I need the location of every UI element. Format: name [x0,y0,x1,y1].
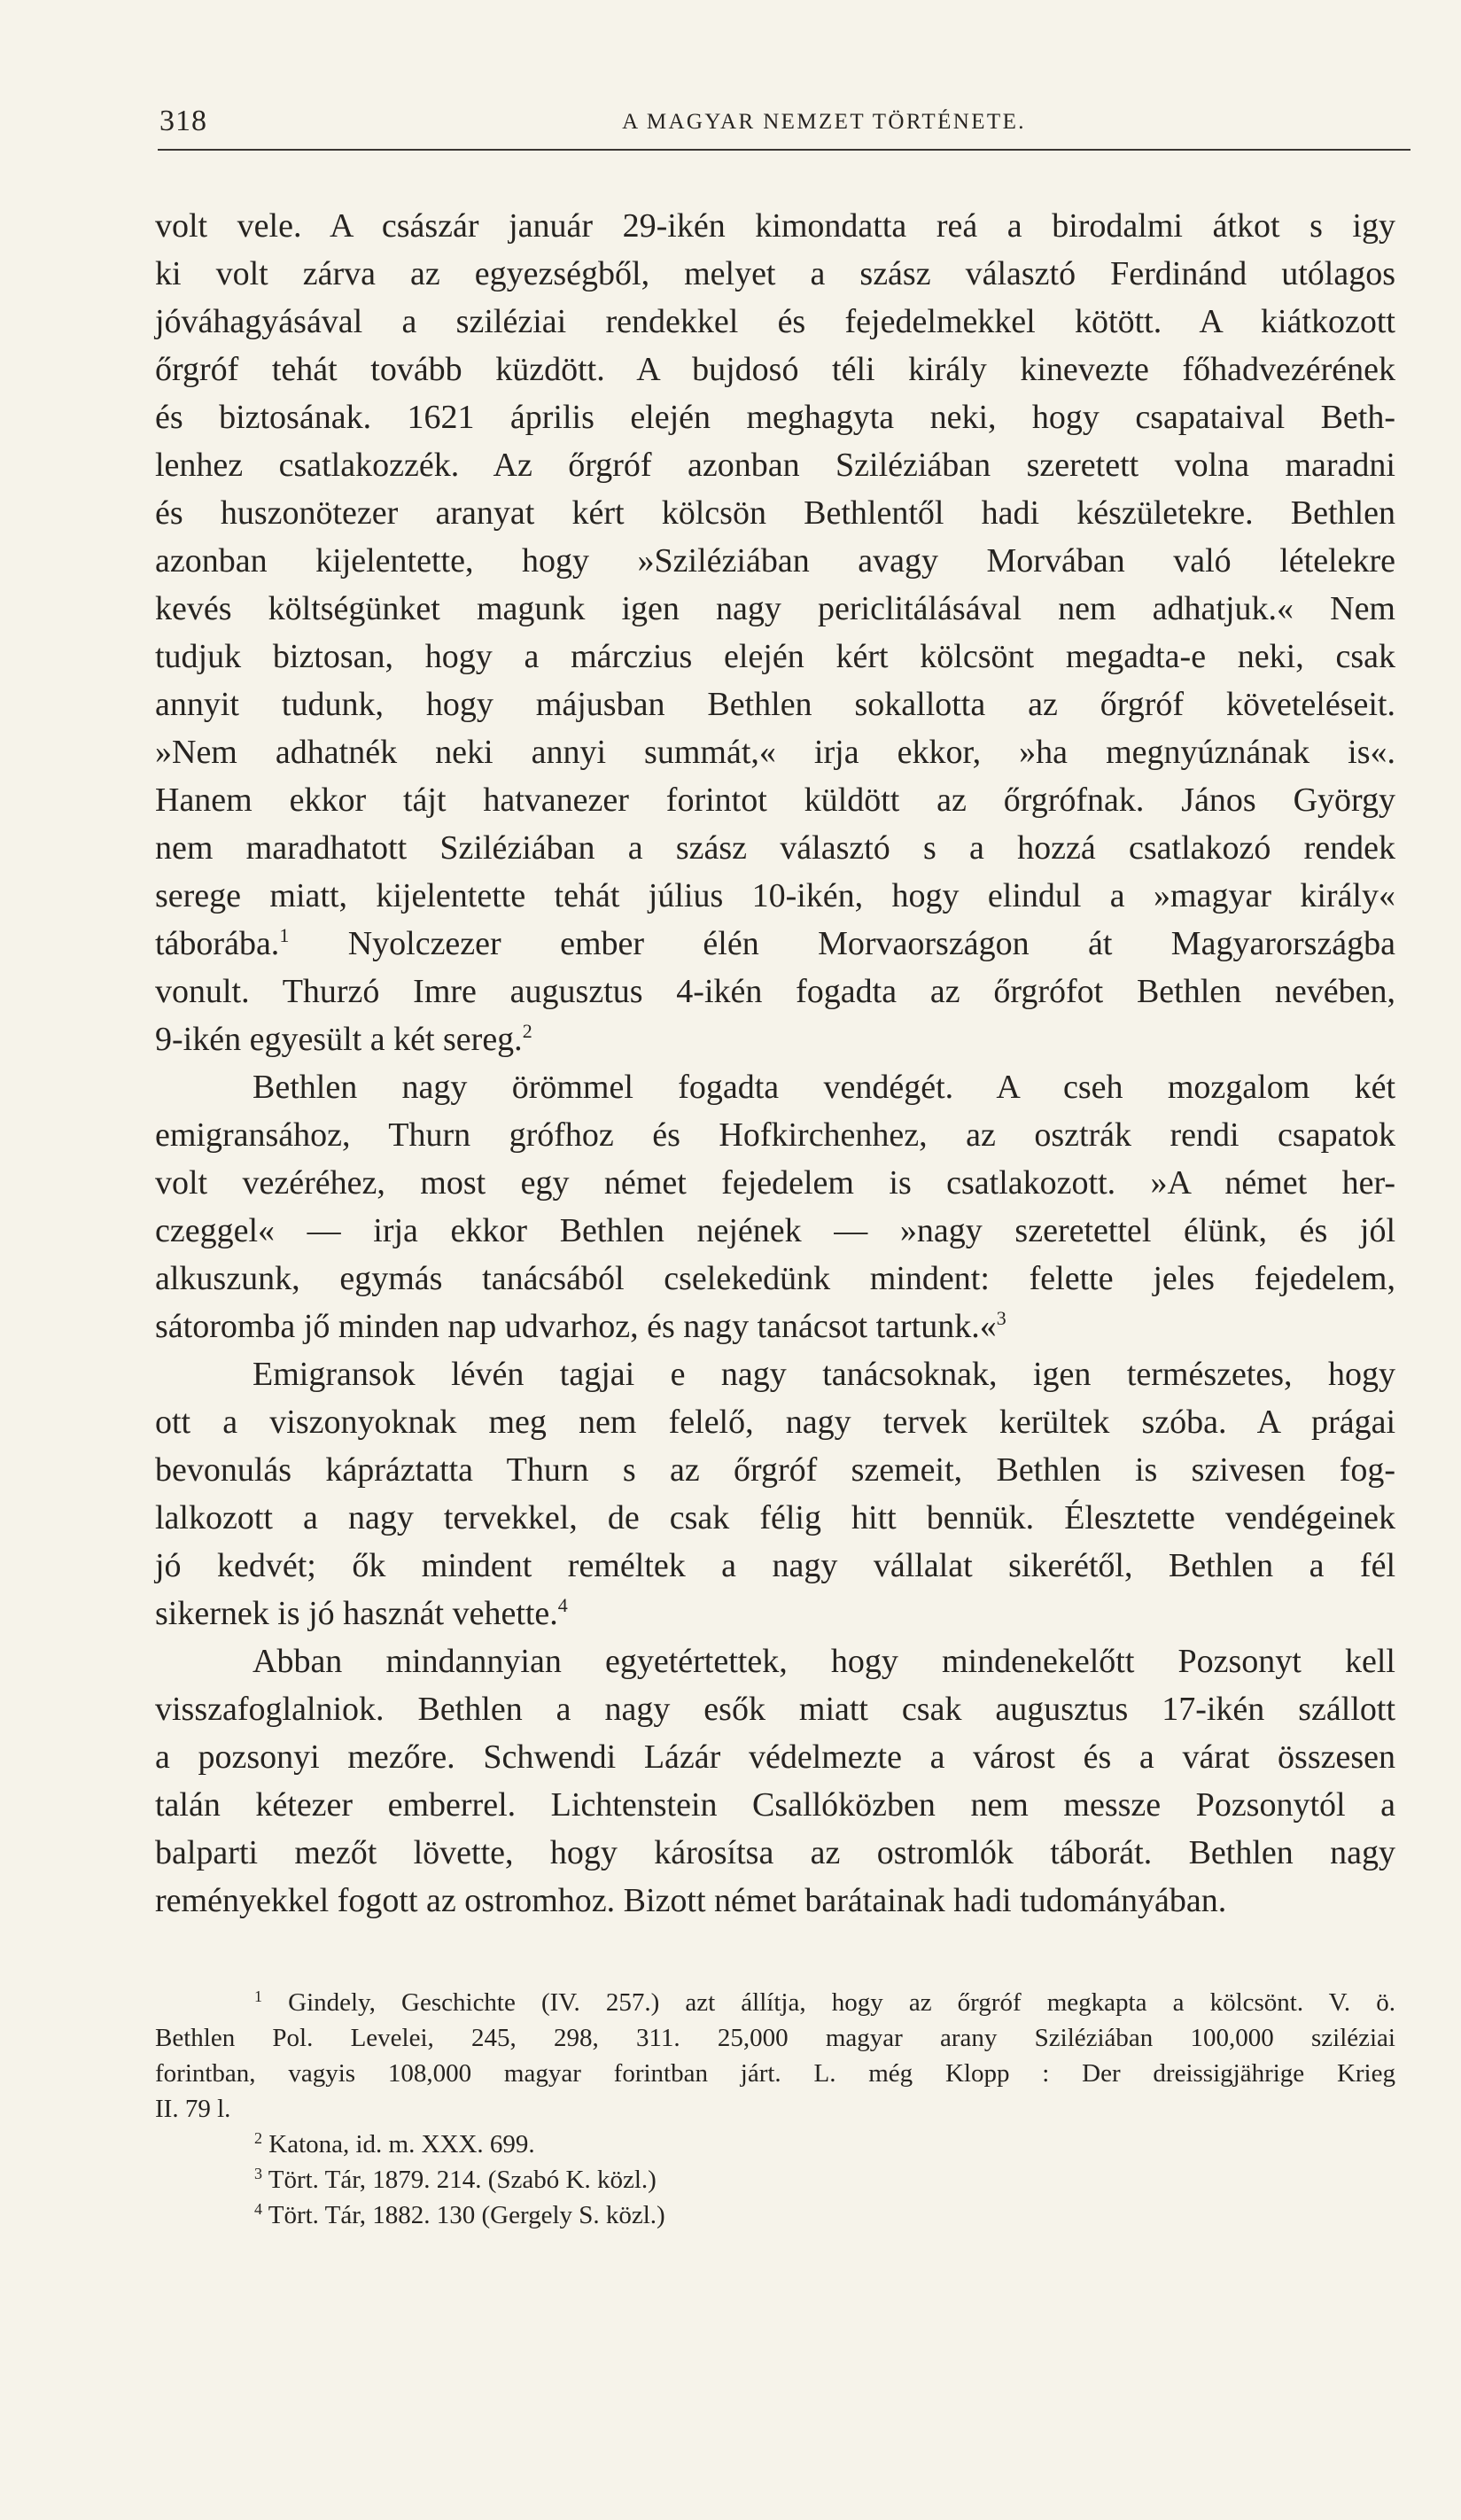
text-line: ki volt zárva az egyezségből, melyet a szász választó Ferdinánd utólagos [155,255,1395,292]
footnote-text: Gindely, Geschichte (IV. 257.) azt állítja, hogy az őrgróf megkapta a kölcsönt. V. ö. [288,1988,1396,2017]
text-line: Hanem ekkor tájt hatvanezer forintot küldött az őrgrófnak. János György [155,782,1395,819]
text-line: talán kétezer emberrel. Lichtenstein Csallóközben nem messze Pozsonytól a [155,1786,1395,1824]
footnote-text: Katona, id. m. XXX. 699. [268,2130,535,2158]
text-line: emigransához, Thurn grófhoz és Hofkirchenhez, az osztrák rendi csapatok [155,1116,1395,1154]
text-line: vonult. Thurzó Imre augusztus 4-ikén fogadta az őrgrófot Bethlen nevében, [155,973,1395,1010]
footnotes [155,1985,1395,2233]
text-line: Emigransok lévén tagjai e nagy tanácsoknak, igen természetes, hogy [253,1356,1395,1393]
text-line: lenhez csatlakozzék. Az őrgróf azonban Sziléziában szeretett volna maradni [155,447,1395,484]
footnote-line: forintban, vagyis 108,000 magyar forintban járt. L. még Klopp : Der dreissigjährige Krieg [155,2059,1395,2088]
text-line-with-footnote [155,1590,1395,1637]
text-line: és biztosának. 1621 április elején meghagyta neki, hogy csapataival Beth- [155,399,1395,436]
text-segment: sikernek is jó hasznát vehette. [155,1595,558,1632]
text-line: czeggel« — irja ekkor Bethlen nejének — »nagy szeretettel élünk, és jól [155,1212,1395,1249]
footnote-4 [155,2197,1395,2233]
text-line: és huszonötezer aranyat kért kölcsön Bethlentől hadi készületekre. Bethlen [155,494,1395,532]
footnote-line: II. 79 l. [155,2095,231,2123]
footnote-ref: 1 [279,924,290,946]
text-line: balparti mezőt lövette, hogy károsítsa az ostromlók táborát. Bethlen nagy [155,1834,1395,1871]
footnote-3 [155,2162,1395,2197]
footnote-mark: 4 [254,2200,262,2218]
main-text [155,202,1395,1925]
page-header [159,99,1409,145]
footnote-1 [155,1985,1395,2020]
text-line: »Nem adhatnék neki annyi summát,« irja ekkor, »ha megnyúznának is«. [155,734,1395,771]
footnote-2 [155,2127,1395,2162]
footnote-mark: 1 [254,1987,262,2005]
text-line: tudjuk biztosan, hogy a márczius elején kért kölcsönt megadta-e neki, csak [155,638,1395,675]
footnote-text: Tört. Tár, 1879. 214. (Szabó K. közl.) [268,2166,657,2194]
text-line: őrgróf tehát tovább küzdött. A bujdosó téli király kinevezte főhadvezérének [155,351,1395,388]
text-segment: 9-ikén egyesült a két sereg. [155,1021,523,1058]
text-segment: Nyolczezer ember élén Morvaországon át Magyarországba [289,925,1395,962]
text-line-with-footnote [155,1303,1395,1350]
page-number: 318 [159,105,207,137]
text-line: Abban mindannyian egyetértettek, hogy mindenekelőtt Pozsonyt kell [253,1643,1395,1680]
text-line: lalkozott a nagy tervekkel, de csak félig hitt bennük. Élesztette vendégeinek [155,1499,1395,1536]
text-line: ott a viszonyoknak meg nem felelő, nagy tervek kerültek szóba. A prágai [155,1404,1395,1441]
text-line: kevés költségünket magunk igen nagy periclitálásával nem adhatjuk.« Nem [155,590,1395,627]
footnote-mark: 2 [254,2129,262,2147]
footnote-ref: 2 [522,1020,532,1042]
running-title: A MAGYAR NEMZET TÖRTÉNETE. [622,110,1026,134]
footnote-text: Tört. Tár, 1882. 130 (Gergely S. közl.) [268,2201,665,2229]
text-line: a pozsonyi mezőre. Schwendi Lázár védelmezte a várost és a várat összesen [155,1738,1395,1776]
text-segment: táborába. [155,925,280,962]
text-line: jóváhagyásával a sziléziai rendekkel és fejedelmekkel kötött. A kiátkozott [155,303,1395,340]
text-line: nem maradhatott Sziléziában a szász választó s a hozzá csatlakozó rendek [155,829,1395,867]
text-line: volt vezéréhez, most egy német fejedelem is csatlakozott. »A német her- [155,1164,1395,1202]
text-segment: sátoromba jő minden nap udvarhoz, és nagy tanácsot tartunk.« [155,1308,997,1345]
text-line-with-footnote [155,920,1395,968]
text-line: visszafoglalniok. Bethlen a nagy esők miatt csak augusztus 17-ikén szállott [155,1691,1395,1728]
text-line: reményekkel fogott az ostromhoz. Bizott német barátainak hadi tudományában. [155,1882,1227,1919]
text-line: serege miatt, kijelentette tehát július 10-ikén, hogy elindul a »magyar király« [155,877,1395,914]
text-line: jó kedvét; ők mindent reméltek a nagy vállalat sikerétől, Bethlen a fél [155,1547,1395,1584]
footnote-ref: 4 [557,1594,568,1616]
footnote-mark: 3 [254,2165,262,2182]
footnote-line: Bethlen Pol. Levelei, 245, 298, 311. 25,000 magyar arany Sziléziában 100,000 sziléziai [155,2024,1395,2052]
text-line: bevonulás kápráztatta Thurn s az őrgróf szemeit, Bethlen is szivesen fog- [155,1451,1395,1489]
text-line: volt vele. A császár január 29-ikén kimondatta reá a birodalmi átkot s igy [155,207,1395,245]
text-line: alkuszunk, egymás tanácsából cselekedünk mindent: felette jeles fejedelem, [155,1260,1395,1297]
text-line: azonban kijelentette, hogy »Sziléziában avagy Morvában való lételekre [155,542,1395,579]
text-line: Bethlen nagy örömmel fogadta vendégét. A cseh mozgalom két [253,1069,1395,1106]
text-line-with-footnote [155,1015,1395,1063]
footnote-ref: 3 [996,1307,1006,1329]
header-rule [158,149,1410,151]
text-line: annyit tudunk, hogy májusban Bethlen sokallotta az őrgróf követeléseit. [155,686,1395,723]
